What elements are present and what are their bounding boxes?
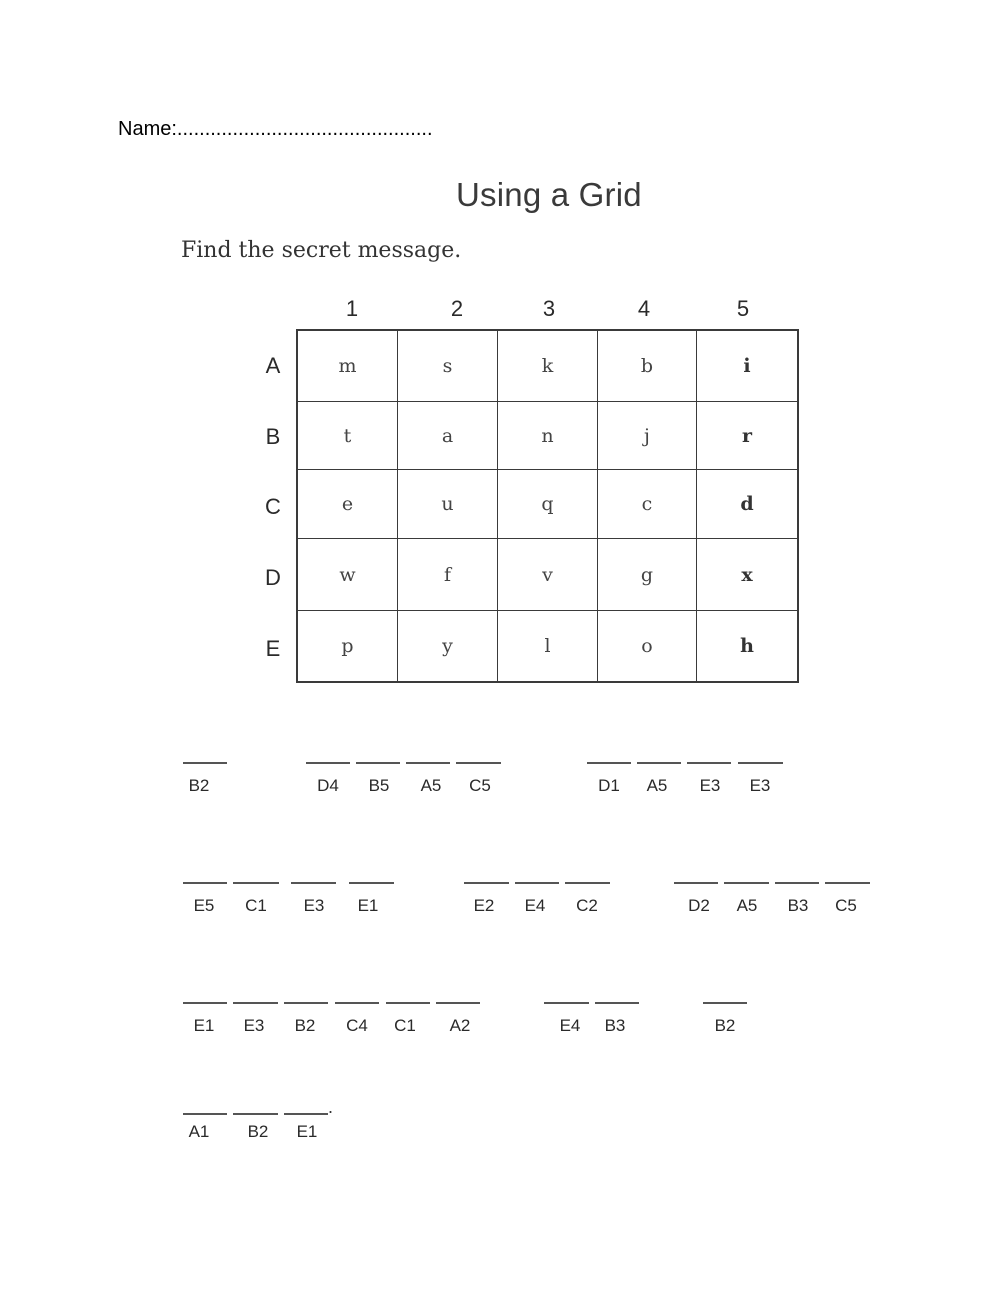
grid-row-header: A <box>265 353 281 378</box>
grid-code: E1 <box>193 1016 215 1035</box>
grid-code: B3 <box>787 896 809 915</box>
sentence-period: . <box>328 1097 334 1117</box>
answer-blank[interactable] <box>356 762 400 764</box>
grid-cell: x <box>697 539 797 611</box>
grid-code: C4 <box>346 1016 368 1035</box>
grid-cell: c <box>598 470 697 539</box>
answer-blank[interactable] <box>674 882 718 884</box>
grid-code: E2 <box>473 896 495 915</box>
answer-blank[interactable] <box>335 1002 379 1004</box>
answer-blank[interactable] <box>515 882 559 884</box>
answer-blank[interactable] <box>775 882 819 884</box>
grid-cell: k <box>498 331 598 402</box>
answer-blank[interactable] <box>349 882 394 884</box>
answer-blank[interactable] <box>183 1002 227 1004</box>
grid-code: C1 <box>245 896 267 915</box>
answer-blank[interactable] <box>464 882 509 884</box>
answer-blank[interactable] <box>233 882 279 884</box>
grid-cell: u <box>398 470 498 539</box>
grid-code: E1 <box>296 1122 318 1141</box>
answer-blank[interactable] <box>825 882 870 884</box>
answer-blank[interactable] <box>233 1113 278 1115</box>
grid-cell: a <box>398 402 498 470</box>
answer-blank[interactable] <box>183 762 227 764</box>
grid-code: A5 <box>646 776 668 795</box>
grid-cell: h <box>740 635 754 657</box>
answer-blank[interactable] <box>565 882 610 884</box>
grid-code: B3 <box>604 1016 626 1035</box>
grid-code: B5 <box>368 776 390 795</box>
answer-blank[interactable] <box>406 762 450 764</box>
grid-code: C1 <box>394 1016 416 1035</box>
grid-code: D4 <box>317 776 339 795</box>
grid-row-header: B <box>265 424 281 449</box>
grid-code: E4 <box>524 896 546 915</box>
grid-code: E3 <box>699 776 721 795</box>
grid-code: E3 <box>303 896 325 915</box>
grid-row-header: D <box>265 565 281 590</box>
grid-code: B2 <box>247 1122 269 1141</box>
grid-cell: t <box>298 402 398 470</box>
grid-cell: f <box>398 539 498 611</box>
answer-blank[interactable] <box>233 1002 278 1004</box>
grid-cell: r <box>697 402 797 470</box>
grid-code: D2 <box>688 896 710 915</box>
grid-cell: j <box>598 402 697 470</box>
grid-code: A2 <box>449 1016 471 1035</box>
answer-blank[interactable] <box>687 762 731 764</box>
grid-cell: m <box>298 331 398 402</box>
answer-blank[interactable] <box>544 1002 589 1004</box>
grid-code: B2 <box>188 776 210 795</box>
grid-code: E3 <box>749 776 771 795</box>
grid-column-header: 4 <box>637 296 651 321</box>
instruction-text: Find the secret message. <box>181 238 462 263</box>
answer-blank[interactable] <box>637 762 681 764</box>
grid-cell: g <box>598 539 697 611</box>
answer-blank[interactable] <box>703 1002 747 1004</box>
grid-column-header: 1 <box>345 296 359 321</box>
grid-cell: w <box>298 539 398 611</box>
grid-cell: o <box>598 611 697 681</box>
grid-code: B2 <box>714 1016 736 1035</box>
grid-code: C2 <box>576 896 598 915</box>
answer-blank[interactable] <box>284 1113 328 1115</box>
answer-blank[interactable] <box>587 762 631 764</box>
grid-code: A1 <box>188 1122 210 1141</box>
answer-blank[interactable] <box>284 1002 328 1004</box>
grid-column-header: 5 <box>736 296 750 321</box>
grid-cell: p <box>298 611 398 681</box>
grid-cell: b <box>598 331 697 402</box>
grid-code: E4 <box>559 1016 581 1035</box>
grid-cell: q <box>498 470 598 539</box>
grid-column-header: 3 <box>542 296 556 321</box>
grid-code: E1 <box>357 896 379 915</box>
grid-row-header: E <box>265 636 281 661</box>
grid-cell: s <box>398 331 498 402</box>
grid-cell: v <box>498 539 598 611</box>
grid-code: C5 <box>469 776 491 795</box>
answer-blank[interactable] <box>291 882 336 884</box>
answer-blank[interactable] <box>724 882 769 884</box>
grid-code: A5 <box>420 776 442 795</box>
grid-cell: d <box>697 470 797 539</box>
grid-code: E5 <box>193 896 215 915</box>
answer-blank[interactable] <box>738 762 783 764</box>
grid-code: A5 <box>736 896 758 915</box>
grid-cell: i <box>697 331 797 402</box>
page-title: Using a Grid <box>456 176 642 213</box>
answer-blank[interactable] <box>386 1002 430 1004</box>
name-field-label[interactable]: Name:.............................................. <box>118 118 433 140</box>
grid-code: D1 <box>598 776 620 795</box>
grid-column-header: 2 <box>450 296 464 321</box>
grid-code: B2 <box>294 1016 316 1035</box>
answer-blank[interactable] <box>306 762 350 764</box>
grid-cell: l <box>498 611 598 681</box>
grid-cell: e <box>298 470 398 539</box>
letter-grid <box>296 329 799 683</box>
grid-code: E3 <box>243 1016 265 1035</box>
grid-cell: y <box>398 611 498 681</box>
answer-blank[interactable] <box>436 1002 480 1004</box>
answer-blank[interactable] <box>183 882 227 884</box>
answer-blank[interactable] <box>595 1002 639 1004</box>
answer-blank[interactable] <box>183 1113 227 1115</box>
answer-blank[interactable] <box>456 762 501 764</box>
grid-code: C5 <box>835 896 857 915</box>
grid-row-header: C <box>265 494 281 519</box>
grid-cell: n <box>498 402 598 470</box>
